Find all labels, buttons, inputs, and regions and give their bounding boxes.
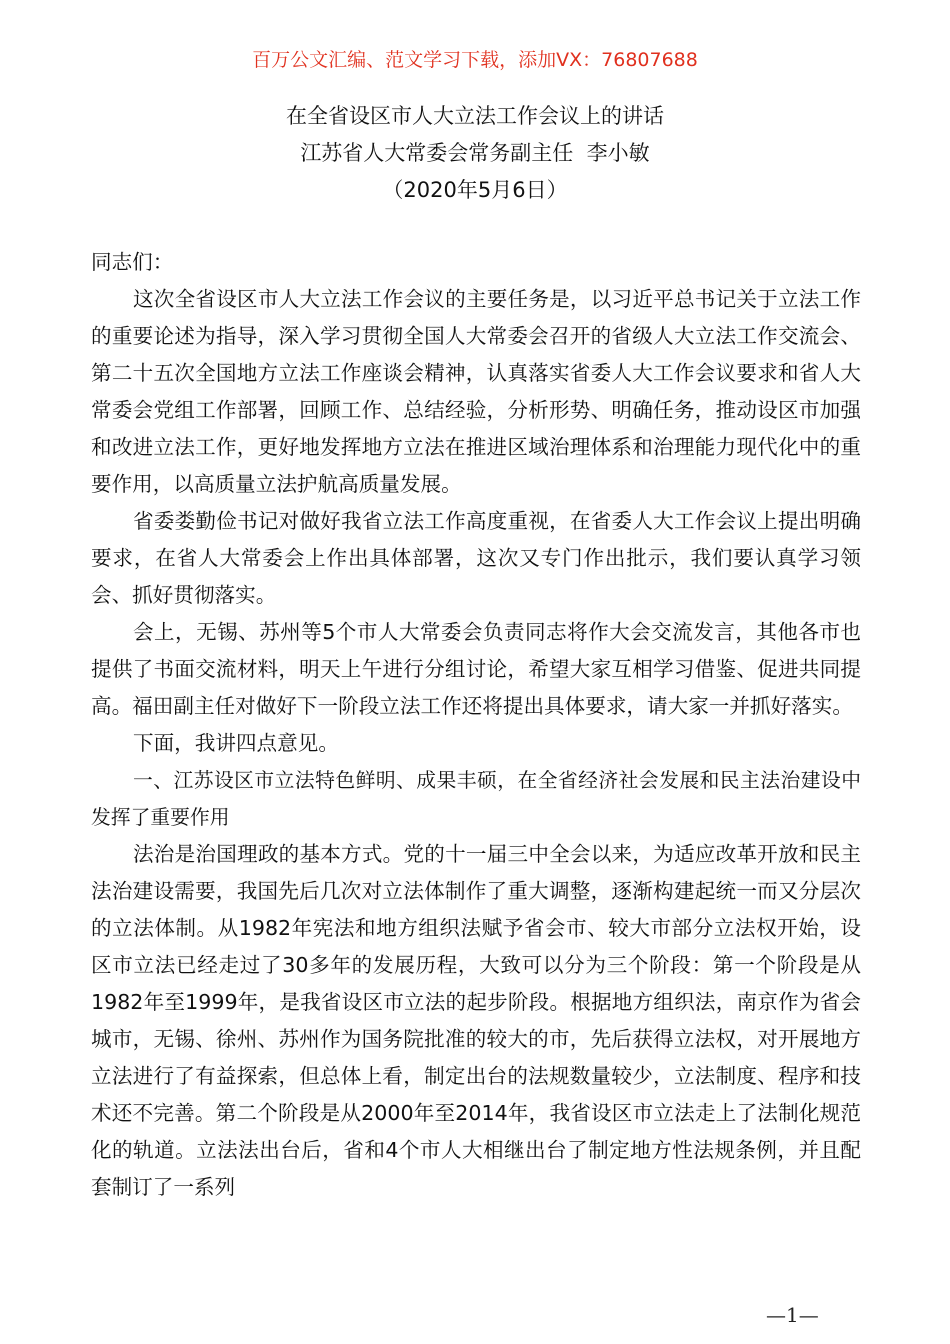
promo-banner: 百万公文汇编、范文学习下载，添加VX：76807688 (252, 49, 698, 71)
speech-title-block (0, 98, 950, 209)
speech-title: 在全省设区市人大立法工作会议上的讲话 (286, 104, 664, 128)
page-number: —1— (766, 1303, 819, 1327)
section-heading: 一、江苏设区市立法特色鲜明、成果丰硕，在全省经济社会发展和民主法治建设中发挥了重要作用 (91, 769, 861, 829)
salutation: 同志们： (91, 250, 174, 274)
speech-date: （2020年5月6日） (382, 178, 568, 202)
paragraph: 会上，无锡、苏州等5个市人大常委会负责同志将作大会交流发言，其他各市也提供了书面交流材料，明天上午进行分组讨论，希望大家互相学习借鉴、促进共同提高。福田副主任对做好下一阶段立法工作还将提出具体要求，请大家一并抓好落实。 (91, 620, 861, 718)
paragraph: 省委娄勤俭书记对做好我省立法工作高度重视，在省委人大工作会议上提出明确要求，在省人大常委会上作出具体部署，这次又专门作出批示，我们要认真学习领会、抓好贯彻落实。 (91, 509, 861, 607)
paragraph: 法治是治国理政的基本方式。党的十一届三中全会以来，为适应改革开放和民主法治建设需要，我国先后几次对立法体制作了重大调整，逐渐构建起统一而又分层次的立法体制。从1982年宪法和地方组织法赋予省会市、较大市部分立法权开始，设区市立法已经走过了30多年的发展历程，大致可以分为三个阶段：第一个阶段是从1982年至1999年，是我省设区市立法的起步阶段。根据地方组织法，南京作为省会城市，无锡、徐州、苏州作为国务院批准的较大的市，先后获得立法权，对开展地方立法进行了有益探索，但总体上看，制定出台的法规数量较少，立法制度、程序和技术还不完善。第二个阶段是从2000年至2014年，我省设区市立法走上了法制化规范化的轨道。立法法出台后，省和4个市人大相继出台了制定地方性法规条例，并且配套制订了一系列 (91, 842, 861, 1199)
paragraph: 下面，我讲四点意见。 (133, 731, 339, 755)
speaker-line: 江苏省人大常委会常务副主任 李小敏 (300, 141, 650, 165)
document-body (91, 244, 861, 1206)
paragraph: 这次全省设区市人大立法工作会议的主要任务是，以习近平总书记关于立法工作的重要论述为指导，深入学习贯彻全国人大常委会召开的省级人大立法工作交流会、第二十五次全国地方立法工作座谈会精神，认真落实省委人大工作会议要求和省人大常委会党组工作部署，回顾工作、总结经验，分析形势、明确任务，推动设区市加强和改进立法工作，更好地发挥地方立法在推进区域治理体系和治理能力现代化中的重要作用，以高质量立法护航高质量发展。 (91, 287, 861, 496)
